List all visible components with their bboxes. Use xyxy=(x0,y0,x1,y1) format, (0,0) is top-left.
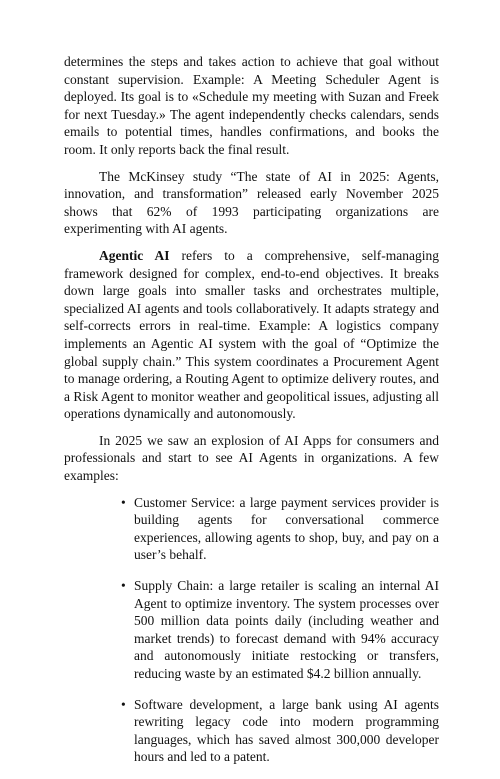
term-agentic-ai: Agentic AI xyxy=(99,247,170,263)
bullet-marker: • xyxy=(121,494,126,510)
paragraph-ai-agents-continued: determines the steps and takes action to achieve that goal without constant supervision. Example: A Meeting Scheduler Agent is deployed. Its goal is to «Schedule my meeting with Suzan and Freek for next Tuesday.» The agent independently checks calendars, sends emails to potential times, handles confirmations, and books the room. It only reports back the final result. xyxy=(64,54,439,157)
examples-list xyxy=(64,494,439,766)
list-item-customer-service xyxy=(121,494,439,564)
bullet-marker: • xyxy=(121,578,126,594)
paragraph-agentic-ai xyxy=(64,247,439,423)
list-item-software-development xyxy=(121,696,439,766)
list-item-text: Customer Service: a large payment services provider is building agents for conversational commerce experiences, allowing agents to shop, buy, and pay on a user’s behalf. xyxy=(134,494,439,563)
paragraph-mckinsey-study: The McKinsey study “The state of AI in 2025: Agents, innovation, and transformation” released early November 2025 shows that 62% of 1993 participating organizations are experimenting with AI agents. xyxy=(64,168,439,237)
list-item-supply-chain xyxy=(121,577,439,683)
bullet-marker: • xyxy=(121,696,126,712)
agentic-ai-definition: refers to a comprehensive, self-managing framework designed for complex, end-to-end objectives. It breaks down large goals into smaller tasks and orchestrates multiple, specialized AI agents and tools collaboratively. It adapts strategy and self-corrects errors in real-time. Example: A logistics company implements an Agentic AI system with the goal of “Optimize the global supply chain.” This system coordinates a Procurement Agent to manage ordering, a Routing Agent to optimize delivery routes, and a Risk Agent to monitor weather and geopolitical issues, adjusting all operations dynamically and autonomously. xyxy=(64,247,439,422)
list-item-text: Supply Chain: a large retailer is scaling an internal AI Agent to optimize inventory. The system processes over 500 million data points daily (including weather and market trends) to forecast demand with 94% accuracy and autonomously initiate restocking or transfers, reducing waste by an estimated $4.2 billion annually. xyxy=(134,578,439,681)
list-item-text: Software development, a large bank using AI agents rewriting legacy code into modern programming languages, which has saved almost 300,000 developer hours and led to a patent. xyxy=(134,696,439,765)
paragraph-2025-examples-intro: In 2025 we saw an explosion of AI Apps for consumers and professionals and start to see AI Agents in organizations. A few examples: xyxy=(64,432,439,484)
document-page xyxy=(64,53,439,779)
